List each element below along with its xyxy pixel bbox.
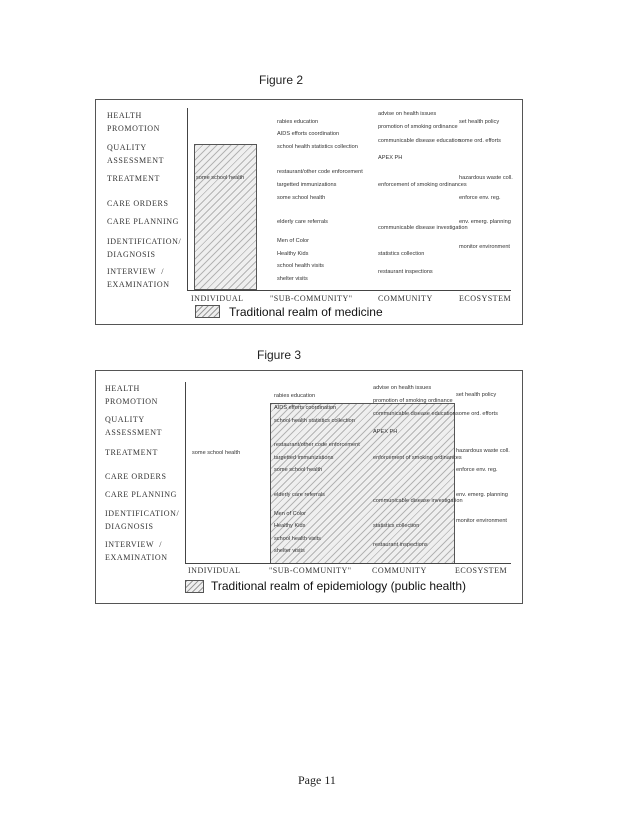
figure-2-activity: statistics collection <box>378 251 425 257</box>
figure-3-activity: shelter visits <box>274 548 305 554</box>
figure-2-activity: shelter visits <box>277 276 308 282</box>
figure-2-title: Figure 2 <box>259 73 304 87</box>
figure-2-legend-label: Traditional realm of medicine <box>229 305 383 319</box>
figure-3-activity: Men of Color <box>274 511 307 517</box>
figure-2-activity: some school health <box>277 195 326 201</box>
figure-3-row-label: IDENTIFICATION/ DIAGNOSIS <box>105 509 180 531</box>
figure-2-activity: hazardous waste coll. <box>459 175 513 181</box>
figure-2-medicine-realm <box>194 144 257 290</box>
figure-2-y-axis <box>187 108 188 291</box>
figure-2-row-label: IDENTIFICATION/ DIAGNOSIS <box>107 237 182 259</box>
figure-3-activity: APEX PH <box>373 429 398 435</box>
figure-3-activity: hazardous waste coll. <box>456 448 510 454</box>
figure-2-row-label: TREATMENT <box>107 174 160 183</box>
figure-2-activity: promotion of smoking ordinance <box>378 124 458 130</box>
figure-3-col-label: COMMUNITY <box>372 566 427 575</box>
figure-2-row-label: HEALTH PROMOTION <box>107 111 160 133</box>
figure-3-legend-swatch <box>185 580 204 593</box>
figure-3-x-axis <box>185 563 511 564</box>
figure-2-activity: Healthy Kids <box>277 251 309 257</box>
figure-3-activity: elderly care referrals <box>274 492 325 498</box>
figure-2-activity: school health statistics collection <box>277 144 358 150</box>
figure-3-col-label: INDIVIDUAL <box>188 566 241 575</box>
figure-3-legend-label: Traditional realm of epidemiology (public health) <box>211 579 467 593</box>
figure-2-row-label: QUALITY ASSESSMENT <box>107 143 165 165</box>
figure-2-activity: some school health <box>196 175 245 181</box>
figure-3-activity: Healthy Kids <box>274 523 306 529</box>
figure-3-row-label: QUALITY ASSESSMENT <box>105 415 163 437</box>
figure-3-col-label: "SUB-COMMUNITY" <box>269 566 352 575</box>
figure-3-activity: advise on health issues <box>373 385 432 391</box>
figure-2-activity: enforce env. reg. <box>459 195 501 201</box>
figure-2-legend-swatch <box>195 305 220 318</box>
figure-2-activity: APEX PH <box>378 155 403 161</box>
figure-2-col-label: INDIVIDUAL <box>191 294 244 303</box>
figure-3-activity: communicable disease education <box>373 411 456 417</box>
figure-3-activity: AIDS efforts coordination <box>274 405 337 411</box>
figure-3-activity: monitor environment <box>456 518 507 524</box>
figure-2-activity: restaurant inspections <box>378 269 433 275</box>
figure-3-activity: targetted immunizations <box>274 455 334 461</box>
figure-3-activity: env. emerg. planning <box>456 492 508 498</box>
figure-2-row-label: CARE PLANNING <box>107 217 180 226</box>
figure-3-row-label: HEALTH PROMOTION <box>105 384 158 406</box>
figure-3-activity: school health visits <box>274 536 321 542</box>
figure-2-col-label: "SUB-COMMUNITY" <box>270 294 353 303</box>
figure-3-activity: some school health <box>274 467 323 473</box>
figure-2-activity: communicable disease investigation <box>378 225 468 231</box>
figure-2-activity: communicable disease education <box>378 138 461 144</box>
figure-3-title: Figure 3 <box>257 348 302 362</box>
figure-3-activity: restaurant/other code enforcement <box>274 442 360 448</box>
figure-3-row-label: CARE ORDERS <box>105 472 167 481</box>
figure-2-activity: advise on health issues <box>378 111 437 117</box>
figure-3-activity: some ord. efforts <box>456 411 498 417</box>
figure-3-y-axis <box>185 382 186 564</box>
page-number: Page 11 <box>298 773 336 787</box>
figure-2-row-label: INTERVIEW / EXAMINATION <box>107 267 170 289</box>
figure-2-activity: school health visits <box>277 263 324 269</box>
figure-3-activity: some school health <box>192 450 241 456</box>
figure-2-activity: targetted immunizations <box>277 182 337 188</box>
figure-3-activity: enforcement of smoking ordinances <box>373 455 462 461</box>
figure-2-activity: env. emerg. planning <box>459 219 511 225</box>
figure-2-activity: some ord. efforts <box>459 138 501 144</box>
figure-3-row-label: TREATMENT <box>105 448 158 457</box>
figure-3-activity: rabies education <box>274 393 316 399</box>
figure-2-activity: rabies education <box>277 119 319 125</box>
figure-2-row-label: CARE ORDERS <box>107 199 169 208</box>
figure-2-activity: elderly care referrals <box>277 219 328 225</box>
figure-3-activity: restaurant inspections <box>373 542 428 548</box>
figure-3-activity: set health policy <box>456 392 497 398</box>
figure-3-activity: statistics collection <box>373 523 420 529</box>
figure-3-activity: communicable disease investigation <box>373 498 463 504</box>
figure-3-activity: promotion of smoking ordinance <box>373 398 453 404</box>
figure-2-activity: Men of Color <box>277 238 310 244</box>
figure-2-x-axis <box>187 290 511 291</box>
figure-2-activity: AIDS efforts coordination <box>277 131 340 137</box>
figure-3-col-label: ECOSYSTEM <box>455 566 508 575</box>
figure-3-activity: enforce env. reg. <box>456 467 498 473</box>
figure-2-activity: set health policy <box>459 119 500 125</box>
figure-2-col-label: ECOSYSTEM <box>459 294 512 303</box>
figure-3-row-label: INTERVIEW / EXAMINATION <box>105 540 168 562</box>
figure-2-activity: restaurant/other code enforcement <box>277 169 363 175</box>
figure-3-row-label: CARE PLANNING <box>105 490 178 499</box>
figure-2-col-label: COMMUNITY <box>378 294 433 303</box>
figure-2-activity: monitor environment <box>459 244 510 250</box>
figure-3-activity: school health statistics collection <box>274 418 355 424</box>
figure-2-activity: enforcement of smoking ordinances <box>378 182 467 188</box>
